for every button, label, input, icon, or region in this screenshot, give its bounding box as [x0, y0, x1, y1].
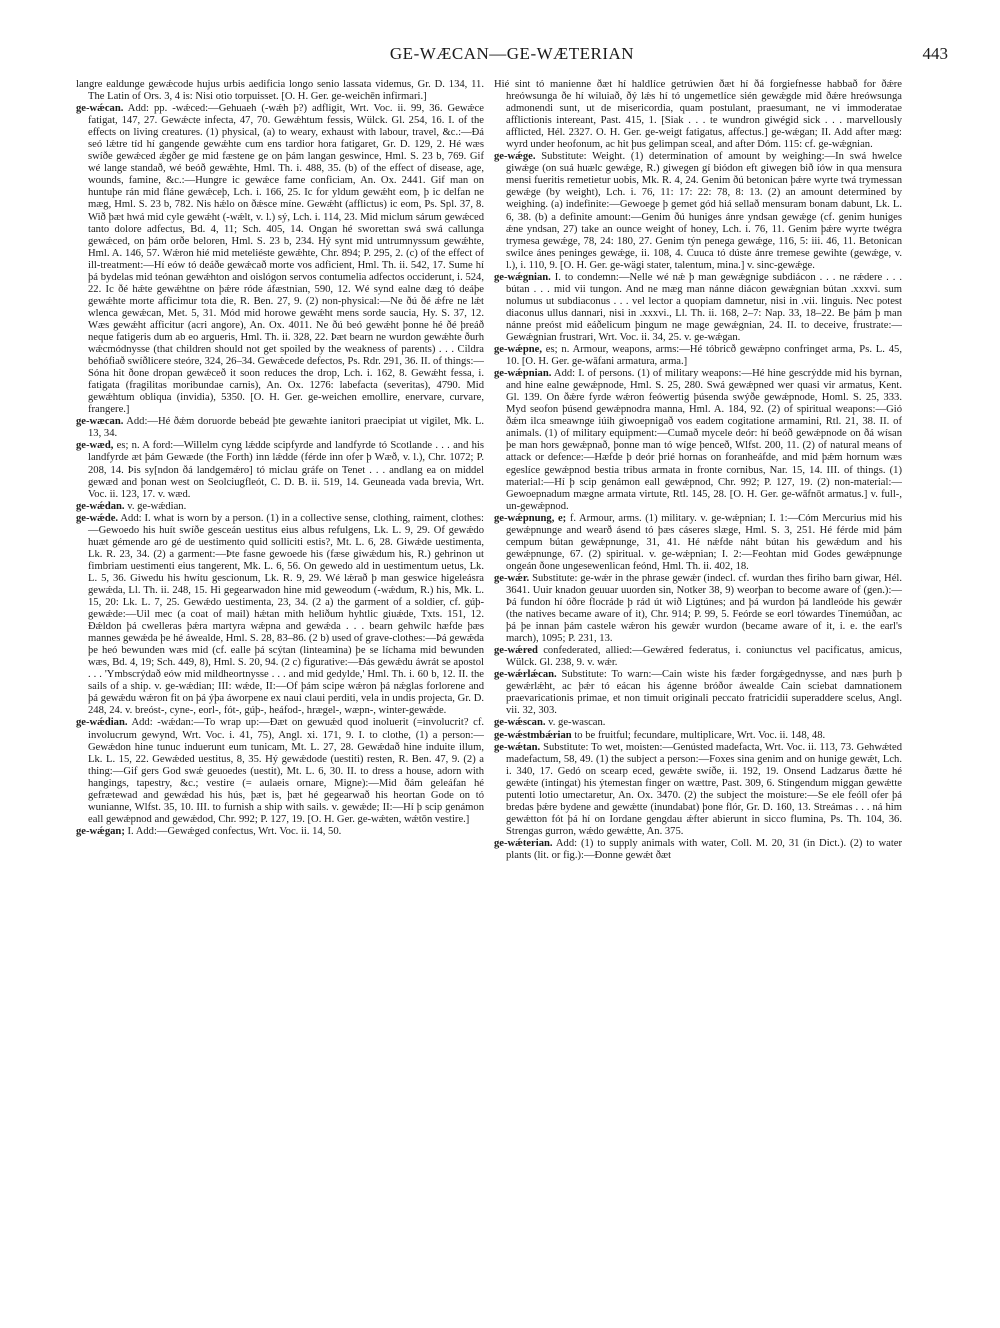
entry-text: Substitute: ge-wǽr in the phrase gewǽr (indecl. cf. wurdan thes firiho barn giwar, Hél. 3641. Uuir knadon geuuar uuorden sin, Notker 38, 9) weorþan to become aware of (gen.):—Þá fundon hí óðre flocráde þ rád út wið Ligtúnes; and þá wurdon þá landleóde his gewǽr (the natives became aware of it), Chr. 914; P. 99, 5. Feórde se eorl tówardes Tínemúðan, ac þá þe innan þám castele wǽron his gewǽr wurdon (became aware of it, i. e. the earl's march), 1095; P. 231, 13.	[506, 572, 902, 645]
dictionary-entry	[76, 416, 484, 440]
entry-headword: ge-wǽpnung, e;	[494, 512, 567, 524]
dictionary-entry	[494, 730, 902, 742]
dictionary-entry	[76, 513, 484, 718]
entry-text: Add: I. of persons. (1) of military weapons:—Hé hine gescrýdde mid his byrnan, and hine ealne gewǽpnode, Hml. S. 25, 280. Swá gewǽpned wer quasi vir armatus, Kent. Gl. 139. On ðǽre fyrde wǽron feówertig þúsenda swýðe gewǽpnode, Homl. S. 25, 333. Myd seofon þúsend gewǽpnodra manna, Hml. A. 184, 92. (2) of spiritual weapons:—Gió ðǽm ilca smeawnge iúih giwoepnigað vos eadem cogitatione armamini, Rtl. 21, 38. II. of animals. (1) of military equipment:—Cumað mycele deór: hí beóð gewǽpnode on ðá wísan þe man hors gewǽpnað, þonne man tó wíge þenceð, Wlfst. 200, 11. (2) of natural means of attack or defence:—Hæfde þ deór þrié hornas on foranheáfde, and mid þǽm hornum wæs egeslíce gewǽpnod bestia tribus armata in fronte cornibus, Nar. 15, 14. III. of things. (1) material:—Hí þ scip genámon eall gewǽpnod, Chr. 992; P. 127, 19. (2) non-material:—Gewoepnadum mægne armata virtute, Rtl. 145, 28. [O. H. Ger. ge-wāfnōt armatus.] v. full-, un-gewǽpnod.	[506, 368, 902, 512]
entry-text: f. Armour, arms. (1) military. v. ge-wǽpnian; I. 1:—Cóm Mercurius mid his gewǽpnunge and wearð ásend tó þæs cáseres slæge, Hml. S. 3, 251. Hé férde mid þám cempum bútan gewǽpnunge, 31, 41. Hé nǽfde náht bútan his gewǽdum and his gewǽpnunge, 67. (2) spiritual. v. ge-wǽpnian; I. 2:—Feohtan mid Godes gewǽpnunge ongeán ðone ungesewenlican feónd, Hml. Th. ii. 402, 18.	[506, 512, 902, 572]
entry-text: Add: -wǽdan:—To wrap up:—Ðæt on gewuǽd quod inoluerit (=involucrit? cf. involucrum gewynd, Wrt. Voc. i. 41, 75), Angl. xi. 171, 9. I. to clothe, (1) a person:—Gewǽdon hine tunuc induerunt eum tunicam, Mt. L. 27, 28. Gewǽdað hine induite illum, Lk. L. 15, 22. Gewǽded uestitus, 8, 35. Hý gewǽdode (uestiti) resten, R. Ben. 47, 9. (2) a thing:—Gif gers God swǽ geuoedes (uestit), Mt. L. 6, 30. II. to dress a house, adorn with hangings, tapestry, &c.; vestire (= aulaeis ornare, Migne):—Mid ðám geleáfan hé gefrætewad and gewǽdad his hús, þæt is, þæt hé gegearwað his heortan Gode on tó wunianne, Wlfst. 35, 10. III. to furnish a ship with sails. v. gewǽde; II:—Hí þ scip genámon eall gewǽpnod and gewǽdod, Chr. 992; P. 127, 19. [O. H. Ger. ge-wǽten, wǽtōn vestire.]	[88, 717, 484, 825]
entry-text: Add:—Hé ðǽm doruorde bebeád þte gewæhte ianitori praecipiat ut vigilet, Mk. L. 13, 34.	[88, 416, 484, 440]
dictionary-entry	[494, 573, 902, 645]
dictionary-entry	[494, 717, 902, 729]
entry-headword: ge-wǽdan.	[76, 500, 125, 512]
dictionary-entry	[76, 501, 484, 513]
dictionary-entry	[494, 742, 902, 838]
dictionary-entry	[494, 368, 902, 513]
entry-headword: ge-wǽstmbǽrian	[494, 729, 572, 741]
entry-text: Hié sint tó manienne ðæt hí haldlíce getrúwien ðæt hí ðá forgiefnesse habbað for ðǽre hreówsunga ðe hí wiluiað, ðý lǽs hí tó ungemetlíce sién gewǽgde mid ðǽre hreówsunga admonendi sunt, ut de misericordia, quam postulant, praesumant, ne vi immoderatae afflictionis intereant, Past. 415, 1. [Siak . . . te wundron giwégid sick . . . marvellously afflicted, Hél. 2327. O. H. Ger. ge-weigt fatigatus, affectus.] ge-wǽgan; II. Add after mæg: wyrd under heofonum, ac hit þus gelimpan sceal, and after Dóm. 115: cf. ge-wǽgnian.	[494, 79, 902, 151]
entry-text: Add: I. what is worn by a person. (1) in a collective sense, clothing, raiment, clothes:—Gewoedo his huít swíðe gesceán uestitus eius albus refulgens, Lk. L. 9, 29. Of gewǽdo huæt gémende aro gé de uestimento quid solliciti estis?, Mt. L. 6, 28. Giwǽde uestimenta, Lk. R. 23, 34. (2) a garment:—Þte fasne gewoede his (fæse giwǽdum his, R.) gehrinon ut fimbriam uestimenti eius tangerent, Mk. L. 6, 56. On gewedo ald in uestimentum uetus, Lk. L. 5, 36. Giwedu his hwítu gescionum, Lk. R. 9, 29. Wé lǽrað þ man geswice higeleásra gewǽda, Ll. Th. ii. 248, 15. Hi gegearwadon hine mid geweodum (-wǽdum, R.) his, Mk. L. 15, 20: Lk. L. 7, 25. Gewǽdo uestimenta, 23, 34. (2 a) the garment of a soldier, cf. gúþ-gewǽde:—Uil mec (a coat of mail) hǽtan mith heliðum hyhtlic giuǽde, Txts. 151, 12. Ðǽldon þá cwelleras þǽra martyra wǽpna and gewǽda . . . bearn gehwilc hæfde þæs mannes gewǽda þe hé áwealde, Hml. S. 28, 83–86. (2 b) used of grave-clothes:—Þá gewǽda þe heó bewunden wæs mid (cf. ealle þá scýtan (linteamina) þe se líchama mid bewunden wæs, Bd. 4, 19; Sch. 449, 8), Hml. S. 20, 94. (2 c) figurative:—Ðás gewǽdu áwrát se apostol . . . 'Ymbscrýdað eów mid mildheortnysse . . . and mid gedylde,' Hml. Th. i. 60 b, 12. II. the sails of a ship. v. ge-wǽdian; III: wǽde, II:—Of þám scipe wǽron þá nǽglas forlorene and þá gewǽdu wǽron fit on þá ýþa áworpene ex naui claui perditi, vela in undis projecta, Gr. D. 248, 24. v. breóst-, cyne-, eorl-, fót-, gúþ-, heáfod-, hrægel-, wæpn-, winter-gewǽde.	[88, 512, 484, 717]
dictionary-entry	[76, 440, 484, 500]
dictionary-entry	[494, 669, 902, 717]
left-column	[76, 79, 484, 1319]
entry-headword: ge-wǽgan;	[76, 825, 125, 837]
entry-headword: ge-wǽterian.	[494, 837, 553, 849]
dictionary-entry	[494, 838, 902, 862]
entry-headword: ge-wǽr.	[494, 572, 530, 584]
entry-text: Add: (1) to supply animals with water, Coll. M. 20, 31 (in Dict.). (2) to water plants (lit. or fig.):—Ðonne gewǽt ðæt	[506, 837, 902, 861]
entry-text: Substitute: To wet, moisten:—Genústed madefacta, Wrt. Voc. ii. 113, 73. Gehwǽted madefactum, 58, 49. (1) the subject a person:—Foxes sina genim and on hunige gewǽt, Lch. i. 340, 17. Gedó on scearp eced, gewǽte swíðe, ii. 192, 19. Onsend Ladzarus ðætte hé gewǽte (intingat) his ýtemestan finger on wættre, Past. 309, 6. Stingendum miggan gewǽtte putenti lotio umectaretur, An. Ox. 3470. (2) the subject the moisture:—Se ele feóll ofer þá bredas þǽre bydene and gewǽtte (inundabat) þone flór, Gr. D. 160, 13. Streámas . . . ná him gewǽtton fót þá hí on Iordane gengdau ǽfter abierunt in sicco flumina, Ps. Th. 104, 36. Strengas gurron, wǽdo gewǽtte, An. 375.	[506, 741, 902, 837]
dictionary-entry	[494, 645, 902, 669]
entry-text: langre ealdunge gewǽcode hujus urbis aedificia longo senio lassata videmus, Gr. D. 134, 11. The Latin of Ors. 3, 4 is: Nisi otio torpuisset. [O. H. Ger. ge-weichēn infirmari.]	[76, 79, 484, 103]
entry-headword: ge-wǽge.	[494, 151, 536, 163]
entry-headword: ge-wǽpnian.	[494, 368, 552, 380]
page-number: 443	[922, 44, 948, 63]
entry-text: confederated, allied:—Gewǽred federatus, i. coniunctus vel pacificatus, amicus, Wülck. Gl. 238, 9. v. wǽr.	[506, 645, 902, 669]
entry-text: Substitute: Weight. (1) determination of amount by weighing:—In swá hwelce giwǽge (on suá huælc gewǽge, R.) giwegen gí biódon eft giwegen bið íów in qua mensura mensi fueritis remetietur uobis, Mk. R. 4, 24. Genim ðú betonican þǽre wyrte twá trymessan gewǽge (by weight), Lch. i. 76, 11: 17: 22: 78, 8: 13. (2) an amount determined by weighing. (a) indefinite:—Gewoege þ gemet gód hiá sellað mensuram bonam dabunt, Lk. L. 6, 38. (b) a definite amount:—Genim ðú huniges ánre yndsan gewǽge (cf. genim huniges ǽne yndsan, 27) take an ounce weight of honey, Lch. i. 76, 11. Genim þǽre wyrte twégra trymesa gewǽge, 78, 24: 180, 27. Genim týn penega gewǽge, 116, 5: iii. 46, 11. Betonican swilce ánes peninges gewǽge, ii. 108, 4. Cuuca tó dúste ánre tremese gewihte (gewǽge, v. l.), i. 110, 9. [O. H. Ger. ge-wägi stater, talentum, mina.] v. sinc-gewǽge.	[506, 151, 902, 271]
entry-headword: ge-wǽgnian.	[494, 271, 551, 283]
entry-headword: ge-wæd,	[76, 440, 114, 452]
entry-text: Add: pp. -wǽced:—Gehuaeh (-wǽh þ?) adfligit, Wrt. Voc. ii. 99, 36. Gewǽce fatigat, 147, 27. Gewǽcte infecta, 47, 70. Gewǽhtum fessis, Wülck. Gl. 254, 16. I. of the effects on living creatures. (1) physical, (a) to weary, exhaust with labour, travel, &c.:—Ðá seó lǽtre tíd hí gangende gewǽhte cum ens tardior hora fatigaret, Gr. D. 129, 2. Hé wæs swíðe gewǽced ǽgðer ge mid fæstene ge on þám langan geswince, Hml. S. 23 b, 769. Gif wé lange standað, wé beóð gewǽhte, Hml. Th. i. 488, 35. (b) of the effect of disease, age, wounds, famine, &c.:—Hungre ic gewǽce fame conficiam, An. Ox. 2441. Gif man on huntuþe rán mid fláne gewǽceþ, Lch. i. 166, 25. Ic for yldum gewǽht eom, þ ic delfan ne mæg, Hml. S. 23 b, 782. Nis hǽlo on ðǽsce míne. Gewǽht (afflictus) ic eom, Ps. Spl. 37, 8. Wið þæt hwá mid cyle gewǽht (-wǽlt, v. l.) sý, Lch. i. 114, 23. Mid miclum sárum gewǽced tanto dolore adfectus, Bd. 4, 11; Sch. 405, 14. Ongan hé sworettan swá swá callunga gewǽced, on þám orðe beloren, Hml. S. 23 b, 234. Hý synt mid untrumnyssum gewǽhte, Hml. A. 146, 57. Wǽron hié mid meteliéste gewǽhte, Chr. 894; P. 295, 2. (c) of the effect of ill-treatment:—Hí eów tó deáðe gewǽcað morte vos adficient, Hml. Th. ii. 542, 17. Sume hí þá bydelas mid teónan gewǽhton and oislógon servos contumelia adfectos occiderunt, i. 524, 22. Ic ðé hǽte gewǽhtne on þǽre róde áfæstnian, 590, 12. Wé synd ealne dæg tó deáþe gewǽhte morte afficimur tota die, R. Ben. 27, 9. (2) non-physical:—Ne ðú ðé ǽfre ne lǽt wlenca gewǽcan, Met. 5, 31. Mód mid horowe gewǽht mens sorde saucia, Hy. S. 37, 12. Wæs gewǽht afficitur (acri angore), An. Ox. 4011. Ne ðú beó gewǽht þonne hé ðé þreáð neque fatigeris dum ab eo argueris, Hml. Th. ii. 328, 22. Þæt bearn ne wurdon gewǽhte ðurh wǽcmódnysse (that children should not get spoiled by the weakness of parents) . . . Cildra behófiað swíðlicere steóre, 324, 26–34. Gewǽcede defectos, Ps. Rdr. 291, 36. II. of things:—Sóna hit ðone dropan gewǽceð it soon reduces the drop, Lch. i. 162, 8. Gewǽht fessa, i. fatigata (fragilitas moribundae carnis), An. Ox. 1276: labefacta (severitas), 4790. Mid gewǽhtum obliqua (invidia), 5350. [O. H. Ger. ge-weichen emollire, enervare, curvare, frangere.]	[88, 103, 484, 416]
entry-headword: ge-wǽrlǽcan.	[494, 669, 557, 681]
dictionary-entry	[494, 513, 902, 573]
entry-text: I. Add:—Gewǽged confectus, Wrt. Voc. ii. 14, 50.	[127, 825, 342, 837]
entry-text: v. ge-wǽdian.	[127, 500, 187, 512]
running-head	[76, 44, 948, 68]
entry-headword: ge-wǽcan.	[76, 103, 124, 115]
entry-text: I. to condemn:—Nelle wé nǽ þ man gewǽgnige subdiácon . . . ne rǽdere . . . bútan . . . mid vii tungon. And ne mæg man nánne diácon gewǽgnian bútan .xxxvi. sum nolumus ut subdiaconus . . . vel lector a quopiam damnetur, nisi in .vii. linguis. Nec potest diaconus ullus dannari, nisi in .xxxvi., Ll. Th. ii. 168, 2–7: Nap. 33, 18–22. Be þám þ man nánne preóst mid eáðelicum þingum ne mage gewǽgnian, 24. II. to deceive, frustrate:—Gewǽgnian frustrari, Wrt. Voc. ii. 34, 25. v. ge-wǽgan.	[506, 271, 902, 343]
dictionary-entry	[76, 103, 484, 416]
entry-text: es; n. A ford:—Willelm cyng lǽdde scipfyrde and landfyrde tó Scotlande . . . and his landfyrde æt þám Gewæde (the Forth) inn lǽdde (férde inn ofer þ Wæð, v. l.), Chr. 1072; P. 208, 14. Þis sy[ndon ðá landgemǽro] tó miclau gráfe on Tenet . . . andlang ea on middel gewæd and þonan west on Seolciugfleót, C. D. B. ii. 519, 14. Geuneada vada brevia, Wrt. Voc. ii. 123, 17. v. wæd.	[88, 440, 484, 500]
entry-text: v. ge-wascan.	[548, 717, 606, 729]
entry-headword: ge-wǽdian.	[76, 717, 128, 729]
entry-headword: ge-wæcan.	[76, 416, 124, 428]
entry-headword: ge-wǽpne,	[494, 344, 542, 356]
dictionary-entry	[76, 717, 484, 825]
entry-text: es; n. Armour, weapons, arms:—Hé tóbricð gewǽpno confringet arma, Ps. L. 45, 10. [O. H. Ger. ge-wāfani armatura, arma.]	[506, 344, 902, 368]
entry-headword: ge-wǽtan.	[494, 741, 541, 753]
dictionary-entry	[494, 272, 902, 344]
entry-text: to be fruitful; fecundare, multiplicare, Wrt. Voc. ii. 148, 48.	[574, 729, 826, 741]
entry-text: Substitute: To warn:—Cain wiste his fæder forgǽgednysse, and næs þurh þ gewǽrlǽht, ac þǽr tó eácan his ágenne bróðor áwealde Cain sciebat damnationem praevaricationis primae, et non timuit originali peccato fratricidii superaddere scelus, Angl. vii. 32, 303.	[506, 669, 902, 717]
entry-headword: ge-wǽscan.	[494, 717, 546, 729]
entry-headword: ge-wǽde.	[76, 512, 119, 524]
dictionary-entry	[76, 79, 484, 103]
right-column	[494, 79, 902, 1319]
entry-headword: ge-wǽred	[494, 645, 538, 657]
dictionary-entry	[76, 826, 484, 838]
dictionary-entry	[494, 79, 902, 151]
dictionary-entry	[494, 344, 902, 368]
dictionary-entry	[494, 151, 902, 271]
page-title: GE-WÆCAN—GE-WÆTERIAN	[389, 44, 635, 63]
